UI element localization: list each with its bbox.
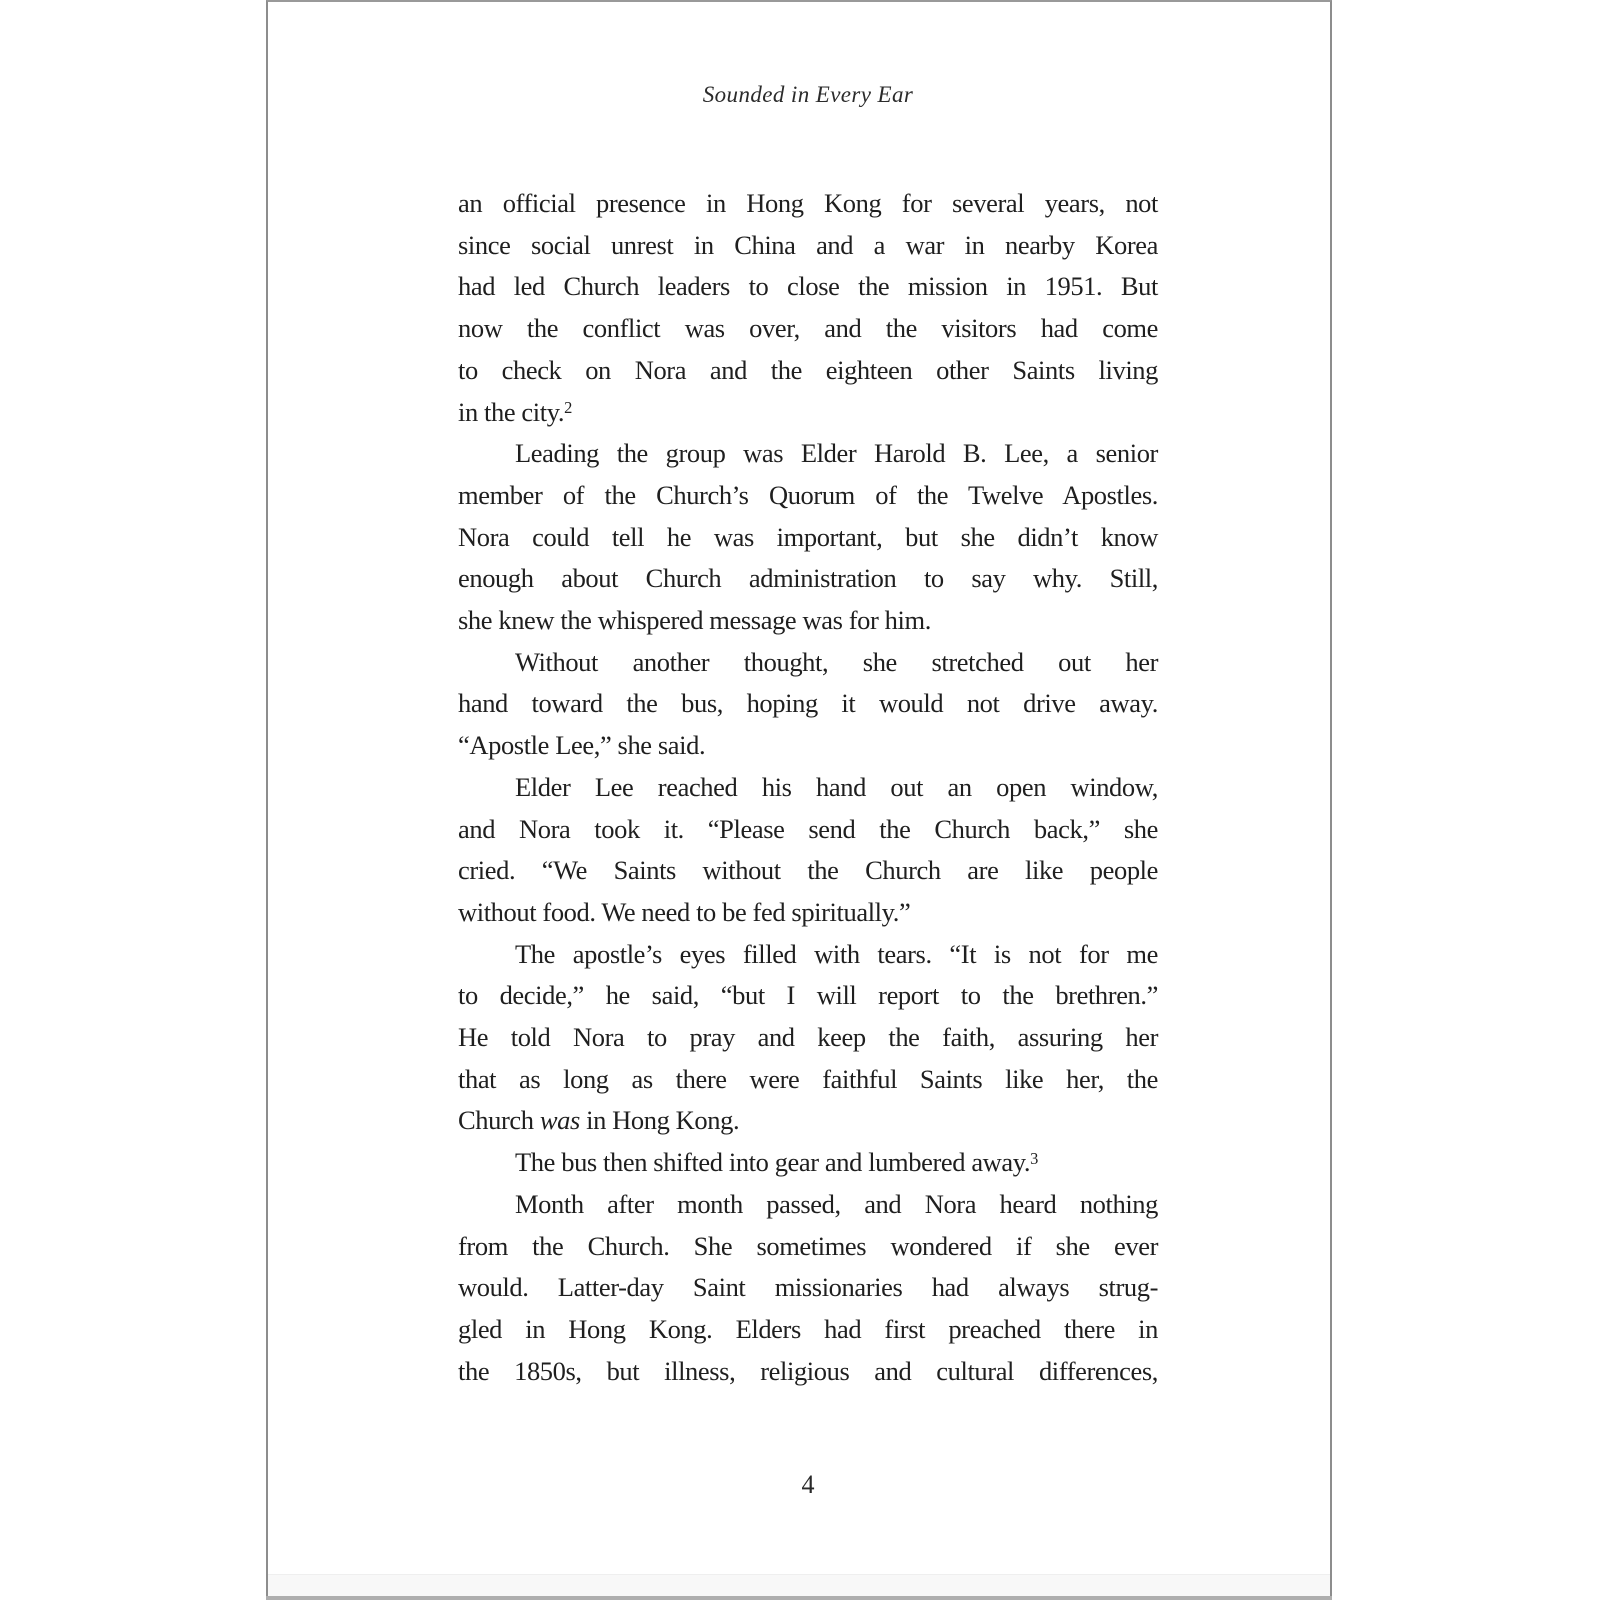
text-segment: without food. We need to be fed spiritually.”	[458, 896, 911, 927]
footnote-marker: 3	[1030, 1148, 1038, 1168]
text-segment: would. Latter-day Saint missionaries had always strug-	[458, 1272, 1158, 1303]
text-segment: she knew the whispered message was for him.	[458, 605, 931, 636]
text-segment: member of the Church’s Quorum of the Twelve Apostles.	[458, 479, 1158, 510]
text-line	[458, 725, 1158, 767]
text-line	[458, 642, 1158, 684]
text-segment: The bus then shifted into gear and lumbered away.	[515, 1147, 1031, 1178]
text-line	[458, 225, 1158, 267]
text-line	[458, 517, 1158, 559]
text-segment: had led Church leaders to close the mission in 1951. But	[458, 271, 1158, 302]
text-segment: since social unrest in China and a war in nearby Korea	[458, 229, 1158, 260]
text-segment: was	[539, 1105, 580, 1136]
text-line	[458, 392, 1158, 434]
text-segment: The apostle’s eyes filled with tears. “It is not for me	[515, 938, 1158, 969]
text-line	[458, 1309, 1158, 1351]
text-line	[458, 767, 1158, 809]
text-segment: Elder Lee reached his hand out an open window,	[515, 771, 1158, 802]
page-number: 4	[801, 1470, 815, 1499]
text-line	[458, 183, 1158, 225]
page-foot-shade	[268, 1574, 1330, 1596]
text-line	[458, 934, 1158, 976]
text-segment: Leading the group was Elder Harold B. Lee, a senior	[515, 438, 1158, 469]
body-text	[458, 183, 1158, 1392]
text-segment: hand toward the bus, hoping it would not drive away.	[458, 688, 1158, 719]
text-segment: now the conflict was over, and the visitors had come	[458, 313, 1158, 344]
running-header: Sounded in Every Ear	[702, 82, 914, 107]
text-segment: Church	[458, 1105, 540, 1136]
text-segment: He told Nora to pray and keep the faith, assuring her	[458, 1022, 1158, 1053]
text-segment: to check on Nora and the eighteen other Saints living	[458, 354, 1158, 385]
text-line	[458, 558, 1158, 600]
text-segment: and Nora took it. “Please send the Church back,” she	[458, 813, 1158, 844]
text-segment: from the Church. She sometimes wondered if she ever	[458, 1230, 1158, 1261]
text-line	[458, 850, 1158, 892]
text-line	[458, 350, 1158, 392]
book-page	[266, 0, 1332, 1596]
text-segment: “Apostle Lee,” she said.	[458, 730, 706, 761]
text-line	[458, 433, 1158, 475]
text-line	[458, 975, 1158, 1017]
footnote-marker: 2	[564, 398, 572, 418]
text-line	[458, 683, 1158, 725]
text-segment: the 1850s, but illness, religious and cultural differences,	[458, 1355, 1158, 1386]
text-line	[458, 475, 1158, 517]
text-segment: gled in Hong Kong. Elders had first preached there in	[458, 1313, 1158, 1344]
page-bottom-edge	[266, 1596, 1332, 1600]
text-segment: enough about Church administration to say why. Still,	[458, 563, 1158, 594]
text-line	[458, 1142, 1158, 1184]
text-line	[458, 1226, 1158, 1268]
text-segment: cried. “We Saints without the Church are like people	[458, 855, 1158, 886]
text-segment: Nora could tell he was important, but she didn’t know	[458, 521, 1158, 552]
text-segment: to decide,” he said, “but I will report to the brethren.”	[458, 980, 1158, 1011]
text-segment: in the city.	[458, 396, 565, 427]
text-line	[458, 809, 1158, 851]
text-segment: an official presence in Hong Kong for several years, not	[458, 188, 1158, 218]
text-line	[458, 1017, 1158, 1059]
text-segment: that as long as there were faithful Saints like her, the	[458, 1063, 1158, 1094]
text-segment: Month after month passed, and Nora heard nothing	[515, 1188, 1158, 1219]
text-segment: in Hong Kong.	[579, 1105, 740, 1136]
text-line	[458, 600, 1158, 642]
text-line	[458, 1267, 1158, 1309]
text-line	[458, 1184, 1158, 1226]
text-line	[458, 1059, 1158, 1101]
text-line	[458, 308, 1158, 350]
text-segment: Without another thought, she stretched out her	[515, 646, 1158, 677]
text-line	[458, 1351, 1158, 1393]
text-line	[458, 1100, 1158, 1142]
text-line	[458, 266, 1158, 308]
text-line	[458, 892, 1158, 934]
